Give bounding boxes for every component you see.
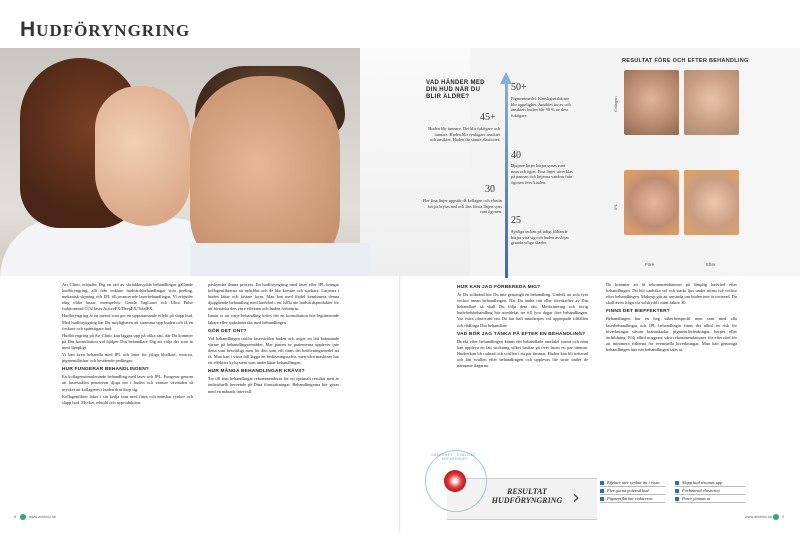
- title-initial: H: [20, 18, 37, 41]
- timeline-age: 30: [485, 184, 495, 195]
- section-heading: GÖR DET ONT?: [208, 328, 247, 334]
- paragraph: En kollagenstimulerande behandling med laser och IPL. Fungerar genom att laserstrålen penetrerar djupt ner i huden och värmer vävnaden så mycket att kollagenet i huden drar ihop sig.: [62, 374, 193, 392]
- before-label: Före: [645, 262, 655, 267]
- list-item: [600, 479, 665, 487]
- section-heading: HUR KAN JAG FÖRBEREDA MIG?: [457, 285, 541, 290]
- timeline-age: 45+: [480, 112, 496, 123]
- title-rest: UDFÖRYNGRING: [36, 21, 191, 40]
- footer-page-number-right: 9: [782, 515, 785, 519]
- paragraph: Hudföryngring på Art Clinic kan läggas upp på olika sätt, där Du kommer på Din konsultation vid hjälper Din behandlare Dig att välja det som är mest lämpligt.: [62, 332, 193, 350]
- woman-face: [95, 86, 190, 226]
- bullet-icon: [675, 481, 679, 485]
- list-item-text: Förbättrad elasticitet: [682, 488, 720, 493]
- list-item: [675, 479, 745, 487]
- footer-url-left: www.artclinic.se: [29, 515, 57, 519]
- list-item-text: Porer jämnas ut: [682, 496, 711, 501]
- logo-icon: [20, 514, 26, 520]
- side-label-collagen: Kollagen: [613, 96, 618, 112]
- paragraph: påskyndar denna process. En hudföryngring med laser eller IPL bringar kollagenfibrerna att nybildas och de blir kortare och starkare. Linjerna i huden lättar och fastare form. Man kan med fördel kombinera denna djupgående behandling med hudvård i en, hålla ute hudvårdsprodukter för att förstärka den yttre effekten och huden förbättras.: [208, 282, 339, 312]
- after-label: Efter: [706, 262, 716, 267]
- aging-timeline: [410, 60, 610, 270]
- seal-text: SÄKERHET · KVALITET · ERFARENHET: [431, 453, 479, 461]
- benefit-list-left: [600, 479, 665, 503]
- timeline-text: Djupare linjer börjar synas runt mun och ögon. Fina linjer utvecklas på pannan och linjerna vandrar från ögonen över kinden.: [511, 163, 573, 185]
- chevron-right-icon: ›: [572, 485, 580, 509]
- paragraph: Är Du solbränd bör Du inte genomgå en behandling. Undvik att sola fyra veckor innan behandlingen. När Du ändra rätt eller föreskrifter av Din behandlare så skall Du följa dem rätt. Medicinering och övrig hudvårdsbehandling bör meddelas tre till fyra dagar före behandlingen. Var extra observant om Du har haft munherpes vid upprepade tillfällen och rådfråga Din behandlare.: [457, 292, 588, 328]
- list-item: [675, 495, 745, 503]
- section-heading: HUR MÅNGA BEHANDLINGAR KRÄVS?: [208, 369, 305, 375]
- paragraph: Du kommer att få rekommendationer på lämplig hudvård efter behandlingen. Du bör undvika sol och starkt ljus under minst två veckor efter behandlingen. Makeup går att använda om huden inte är irriterad. Du skall även fråga via solskydd i mint faktor 30.: [606, 282, 737, 306]
- timeline-text: Synliga tecken på tidigt åldrande börjar visa sig och huden avslöjar grunda ytliga skador.: [511, 229, 569, 245]
- list-item-text: Slapp hud stramas upp: [682, 480, 723, 485]
- list-item-text: Fler gorna polerad hud: [607, 488, 649, 493]
- list-item: [675, 487, 745, 495]
- paragraph: Art Clinic erbjuder Dig en rad av skräddarsydda behandlingar gällande hudföryngring, allt från enklare hudvårdsbehandlingar som peeling, mekanisk slipning och IPL till avancerade laserbehandlingar. Vi erbjuder idag olika lasrar, exempelvis: Gentle YagLaser och Ultra Pulse fraktionerad CO2 laser ActiveFX/DeepFX/TotalFX.: [62, 282, 193, 312]
- after-photo-ipl: [684, 170, 739, 235]
- results-box-title: [487, 487, 567, 505]
- timeline-text: Pigmentmedel. Känslighetsbärare blir oppelighet. Ansiktet tar av och ansiktets huden blir 90 % av dess fuktigare.: [511, 96, 571, 118]
- after-photo-collagen: [684, 70, 739, 135]
- before-photo-ipl: [624, 170, 679, 235]
- footer-page-number-left: 8: [14, 515, 17, 519]
- bullet-icon: [675, 489, 679, 493]
- timeline-age: 50+: [511, 82, 527, 93]
- benefit-list-right: [675, 479, 745, 503]
- paragraph: Vid behandlingen träffar laserstrålen huden och avger en lätt brännande värme på behandlingsområdet. Mer parten av patienterna upplever inte detta som besvärligt men för den som vill finns det bedövningsmedel att få. Man kan i vissa fall lägga en bedövningssalva, men våra maskiner har ett effektivt kylsystem som underlättar behandlingen.: [208, 335, 339, 366]
- bullet-icon: [600, 489, 604, 493]
- section-heading: FINNS DET BIEFFEKTER?: [606, 309, 670, 315]
- paragraph: Innan vi tar varje behandling krävs det en konsultation hos legitimerade läkare eller sjuksköterska med behandlingen.: [208, 313, 339, 325]
- seal-star-icon: [444, 470, 466, 492]
- paragraph: Kollagenfibrer läker i sin kedja som med fines och minskar rynkor och slapp hud. Mycket rebuild och nyproduktion.: [62, 393, 193, 405]
- paragraph: Direkt efter behandlingen känns det behandlade området varmt och man kan uppleva en lätt stickning vilket brukar gå över inom ett par timmar. Huden kan bli rodnad och svullen i ett par timmar. Huden kan bli irriterad och lätt svullen efter behandlingen och upplevas lite sträv under de närmaste dagarna.: [457, 338, 588, 369]
- list-item: [600, 495, 665, 503]
- section-heading: HUR FUNGERAR BEHANDLINGEN?: [62, 367, 150, 373]
- page-fold: [399, 276, 401, 533]
- text-column-4: [606, 282, 737, 354]
- footer-url-right: www.artclinic.se: [745, 515, 773, 519]
- side-label-ipl: IPL: [613, 203, 618, 210]
- timeline-age: 40: [511, 150, 521, 161]
- before-after-results: [610, 52, 795, 277]
- text-column-2: [208, 282, 339, 396]
- logo-icon: [773, 514, 779, 520]
- timeline-question: VAD HÄNDER MED DIN HUD NÄR DU BLIR ÄLDRE?: [426, 80, 485, 100]
- section-heading: VAD BÖR JAG TÄNKA PÅ EFTER EN BEHANDLING?: [457, 331, 586, 337]
- paragraph: Tre till fem behandlingar rekommenderas för ett optimalt resultat men är individuellt beroende på Dina förutsättningar. Behandlingarna bör göras med en månads intervall.: [208, 376, 339, 394]
- page-title: [20, 18, 190, 42]
- text-column-1: [62, 282, 193, 407]
- list-item: [600, 487, 665, 495]
- timeline-text: Fler fina linjer uppstår då kollagen och elastin börjar brytas ned och den första linjen syns runt ögonen.: [422, 198, 502, 214]
- before-photo-collagen: [624, 70, 679, 135]
- text-column-3: [457, 282, 588, 370]
- list-item-text: Pigmentfläckar reduceras: [607, 496, 653, 501]
- bullet-icon: [600, 481, 604, 485]
- bullet-icon: [675, 497, 679, 501]
- man-shirt: [190, 243, 370, 276]
- paragraph: Hudföryngring är en metod som ger en uppstramande effekt på slapp hud. Med hudföryngring har Du möjligheten att stramma upp huden och få en friskare och spänstigare hud.: [62, 313, 193, 331]
- results-title: RESULTAT FÖRE OCH EFTER BEHANDLING: [622, 58, 749, 64]
- timeline-age: 25: [511, 215, 521, 226]
- timeline-text: Huden blir tunnare. Det blir fuktigare och tunnare. Huden blir rynkigare ansiktet och ansiktet. Huden får sämre elasticitet.: [428, 126, 500, 142]
- results-box-title-line2: HUDFÖRYNGRING: [491, 496, 563, 505]
- results-box-title-line1: RESULTAT: [507, 487, 547, 496]
- bullet-icon: [600, 497, 604, 501]
- paragraph: Behandlingen har en hög säkerhetsprofil men som med alla laserbehandlingar och IPL behandlingar finns det alltid en risk för biverkningar såsom brännskador, pigmentförändringar, herpes eller ärrbildning. Följ alltid noggrant våra rekommendationer för eftervård för att minimera riskerna för eventuella biverkningar. Man kan genomgå behandlingen åter när behandlingen sätts ut.: [606, 316, 737, 352]
- timeline-axis: [505, 82, 508, 278]
- paragraph: Vi kan även behandla med IPL och laser för ytliga blodkärl, rosacea, pigmentfläckar och bestående pedlingar.: [62, 352, 193, 364]
- list-item-text: Effekter mer synbar än i vissa: [607, 480, 660, 485]
